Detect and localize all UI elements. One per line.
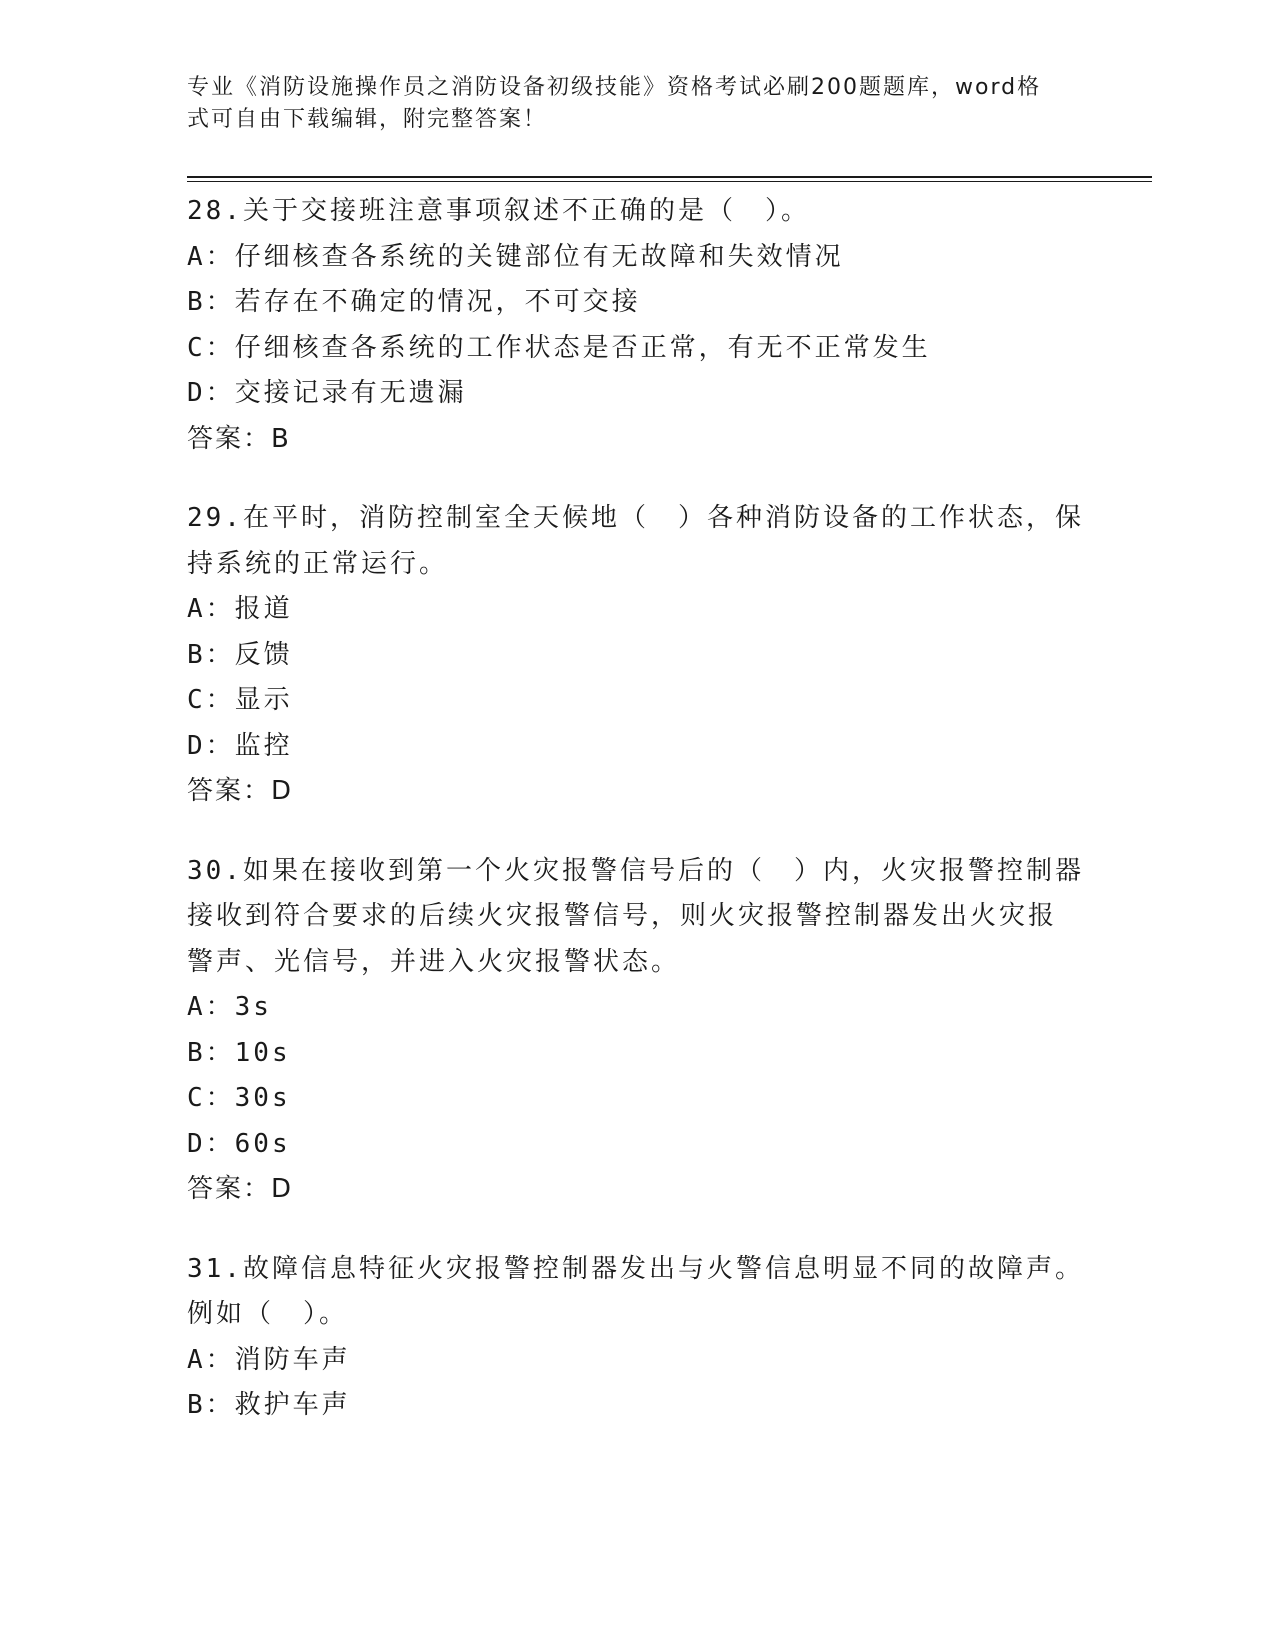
answer-label: 答案：D: [187, 776, 294, 806]
question-stem-line: 接收到符合要求的后续火灾报警信号，则火灾报警控制器发出火灾报: [187, 901, 1058, 931]
answer-label: 答案：D: [187, 1174, 294, 1204]
header-line-2: 式可自由下载编辑，附完整答案！: [187, 107, 548, 132]
option-d: D：监控: [187, 730, 293, 761]
option-c: C：显示: [187, 685, 293, 715]
question-stem-line: 持系统的正常运行。: [187, 548, 449, 579]
question-stem-line: 30.如果在接收到第一个火灾报警信号后的（ ）内，火灾报警控制器: [187, 855, 1084, 886]
question-list: [187, 189, 1087, 1463]
question-28: [187, 189, 1087, 462]
header-line-1: 专业《消防设施操作员之消防设备初级技能》资格考试必刷200题题库，word格: [187, 75, 1042, 100]
header-divider-thick: [187, 176, 1152, 178]
question-stem-line: 警声、光信号，并进入火灾报警状态。: [187, 946, 681, 977]
option-a: A：3s: [187, 992, 272, 1022]
question-31: [187, 1247, 1087, 1429]
option-d: D：交接记录有无遗漏: [187, 378, 467, 408]
option-b: B：救护车声: [187, 1390, 351, 1420]
question-29: [187, 496, 1087, 815]
option-a: A：仔细核查各系统的关键部位有无故障和失效情况: [187, 241, 844, 272]
option-c: C：30s: [187, 1083, 291, 1113]
option-b: B：10s: [187, 1037, 291, 1068]
answer-label: 答案：B: [187, 423, 291, 454]
question-30: [187, 849, 1087, 1213]
option-a: A：消防车声: [187, 1344, 351, 1375]
option-b: B：若存在不确定的情况，不可交接: [187, 287, 641, 317]
question-stem-line: 例如（ ）。: [187, 1299, 349, 1329]
header-divider-thin: [187, 181, 1152, 182]
option-b: B：反馈: [187, 639, 293, 670]
option-d: D：60s: [187, 1128, 291, 1159]
option-c: C：仔细核查各系统的工作状态是否正常，有无不正常发生: [187, 332, 931, 363]
question-stem-line: 31.故障信息特征火灾报警控制器发出与火警信息明显不同的故障声。: [187, 1253, 1084, 1284]
question-stem-line: 28.关于交接班注意事项叙述不正确的是（ ）。: [187, 196, 810, 226]
option-a: A：报道: [187, 594, 293, 624]
question-stem-line: 29.在平时，消防控制室全天候地（ ）各种消防设备的工作状态，保: [187, 503, 1084, 533]
document-header: [187, 72, 1087, 136]
